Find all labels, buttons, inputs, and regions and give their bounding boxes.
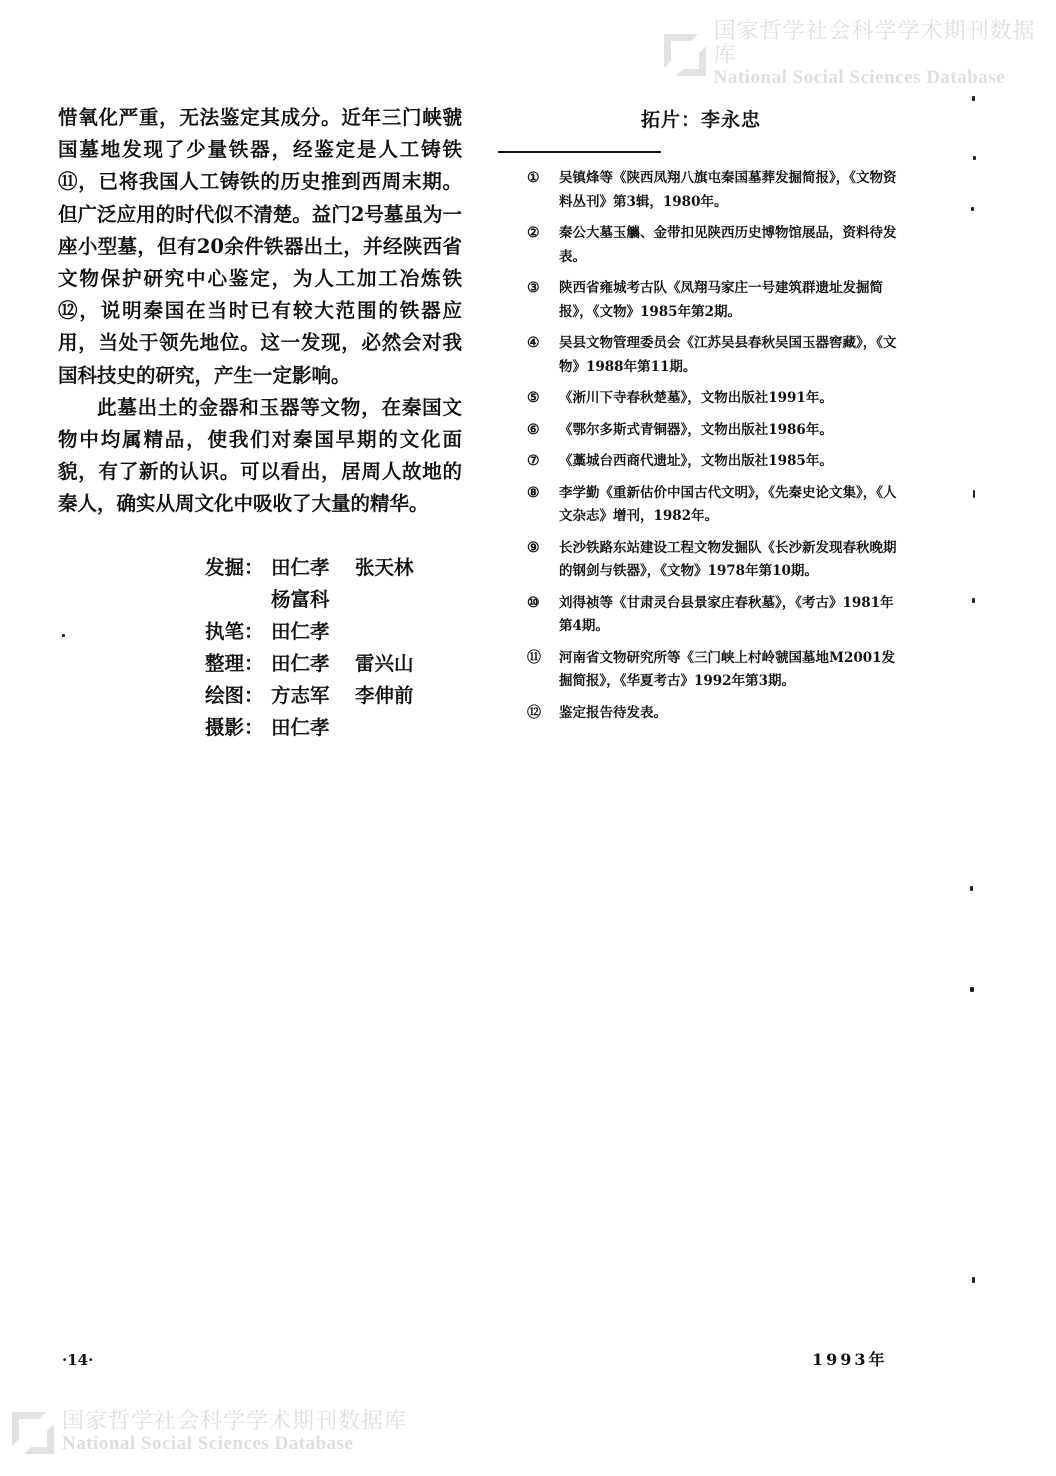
footnote-item — [527, 419, 899, 443]
footnote-item — [527, 537, 899, 584]
scan-speck — [972, 598, 975, 603]
scan-speck — [973, 490, 975, 498]
footnote-text: 刘得祯等《甘肃灵台县景家庄春秋墓》，《考古》1981年第4期。 — [559, 594, 894, 634]
credit-name: 田仁孝 — [271, 652, 330, 675]
watermark-en: National Social Sciences Database — [713, 67, 1006, 89]
footnote-item — [527, 482, 899, 529]
footnote-item — [527, 647, 899, 694]
credit-row — [205, 648, 439, 680]
credit-name: 方志军 — [271, 684, 330, 707]
footnote-text: 《淅川下寺春秋楚墓》，文物出版社1991年。 — [559, 390, 833, 406]
scan-speck — [973, 156, 976, 160]
footnotes-list — [527, 167, 899, 733]
footnote-item — [527, 450, 899, 474]
credit-name: 张天林 — [355, 556, 414, 579]
footnote-number: ⑥ — [527, 421, 540, 438]
footnote-item — [527, 592, 899, 639]
credit-row — [205, 584, 439, 616]
credit-name: 田仁孝 — [271, 556, 330, 579]
footnote-item — [527, 167, 899, 214]
credit-name: 田仁孝 — [271, 620, 330, 643]
credit-row — [205, 552, 439, 584]
credit-name: 杨富科 — [271, 588, 330, 611]
footnote-number: ⑫ — [527, 704, 541, 721]
watermark-en: National Social Sciences Database — [62, 1433, 354, 1455]
issue-year: 1993年 — [812, 1350, 888, 1369]
scan-speck — [972, 1277, 975, 1283]
footnote-number: ⑤ — [527, 390, 540, 406]
body-paragraph-2: 此墓出土的金器和玉器等文物，在秦国文物中均属精品，使我们对秦国早期的文化面貌，有了新的认识。可以看出，居周人故地的秦人，确实从周文化中吸收了大量的精华。 — [58, 395, 462, 516]
footnote-text: 长沙铁路东站建设工程文物发掘队《长沙新发现春秋晚期的钢剑与铁器》，《文物》1978年第10期。 — [559, 539, 897, 579]
footnote-text: 河南省文物研究所等《三门峡上村岭虢国墓地M2001发掘简报》，《华夏考古》1992年第3期。 — [559, 649, 896, 689]
page-number: ·14· — [62, 1351, 94, 1369]
database-logo-icon — [664, 34, 706, 76]
footnote-item — [527, 222, 899, 269]
footnote-item — [527, 332, 899, 379]
database-logo-icon — [12, 1412, 54, 1454]
credit-name: 李伸前 — [355, 684, 414, 707]
footnote-text: 《鄂尔多斯式青铜器》，文物出版社1986年。 — [559, 421, 833, 438]
credit-role: 摄影： — [205, 716, 264, 739]
footnote-number: ⑪ — [527, 649, 541, 666]
credit-role: 执笔： — [205, 620, 264, 643]
footnote-text: 陕西省雍城考古队《凤翔马家庄一号建筑群遗址发掘简报》，《文物》1985年第2期。 — [559, 280, 883, 320]
footnote-item — [527, 702, 899, 726]
scan-speck — [971, 207, 974, 211]
footnote-number: ⑨ — [527, 539, 540, 556]
footnote-number: ④ — [527, 335, 540, 351]
watermark-top — [664, 20, 1056, 89]
footnote-item — [527, 387, 899, 411]
footnote-text: 吴县文物管理委员会《江苏吴县春秋吴国玉器窖藏》，《文物》1988年第11期。 — [559, 335, 897, 375]
footnote-divider — [498, 151, 661, 153]
credit-row — [205, 680, 439, 712]
footnote-text: 吴镇烽等《陕西凤翔八旗屯秦国墓葬发掘简报》，《文物资料丛刊》第3辑，1980年。 — [559, 170, 897, 210]
footnote-number: ③ — [527, 280, 540, 296]
credit-name: 雷兴山 — [355, 652, 414, 675]
footnote-text: 李学勤《重新估价中国古代文明》，《先秦史论文集》，《人文杂志》增刊，1982年。 — [559, 484, 897, 524]
footnote-text: 秦公大墓玉觿、金带扣见陕西历史博物馆展品，资料待发表。 — [559, 225, 897, 265]
watermark-cn: 国家哲学社会科学学术期刊数据库 — [713, 19, 1036, 69]
scan-speck — [972, 96, 975, 101]
scan-speck — [970, 987, 974, 992]
body-text-column — [58, 102, 462, 521]
credit-name: 田仁孝 — [271, 716, 330, 739]
credit-role: 整理： — [205, 652, 264, 675]
footnote-text: 《藁城台西商代遗址》，文物出版社1985年。 — [559, 453, 833, 469]
footnote-number: ① — [527, 170, 540, 186]
credit-row — [205, 712, 439, 744]
footnote-text: 鉴定报告待发表。 — [559, 704, 667, 721]
scan-speck — [62, 634, 65, 637]
credit-role — [205, 584, 271, 616]
footnote-number: ⑦ — [527, 453, 540, 469]
footnote-item — [527, 277, 899, 324]
watermark-bottom — [12, 1410, 407, 1455]
credits-block — [205, 552, 439, 744]
footnote-number: ⑧ — [527, 484, 540, 501]
body-paragraph-1: 惜氧化严重，无法鉴定其成分。近年三门峡虢国墓地发现了少量铁器，经鉴定是人工铸铁⑪，已将我国人工铸铁的历史推到西周末期。但广泛应用的时代似不清楚。益门2号墓虽为一座小型墓，但有20余件铁器出土，并经陕西省文物保护研究中心鉴定，为人工加工冶炼铁⑫，说明秦国在当时已有较大范围的铁器应用，当处于领先地位。这一发现，必然会对我国科技史的研究，产生一定影响。 — [58, 106, 462, 387]
footnote-number: ② — [527, 225, 540, 241]
credit-role: 绘图： — [205, 684, 264, 707]
footnote-number: ⑩ — [527, 594, 540, 611]
scan-speck — [970, 886, 973, 891]
credit-row — [205, 616, 439, 648]
rubbing-credit: 拓片：李永忠 — [641, 109, 762, 131]
credit-role: 发掘： — [205, 556, 264, 579]
watermark-cn: 国家哲学社会科学学术期刊数据库 — [62, 1409, 408, 1434]
